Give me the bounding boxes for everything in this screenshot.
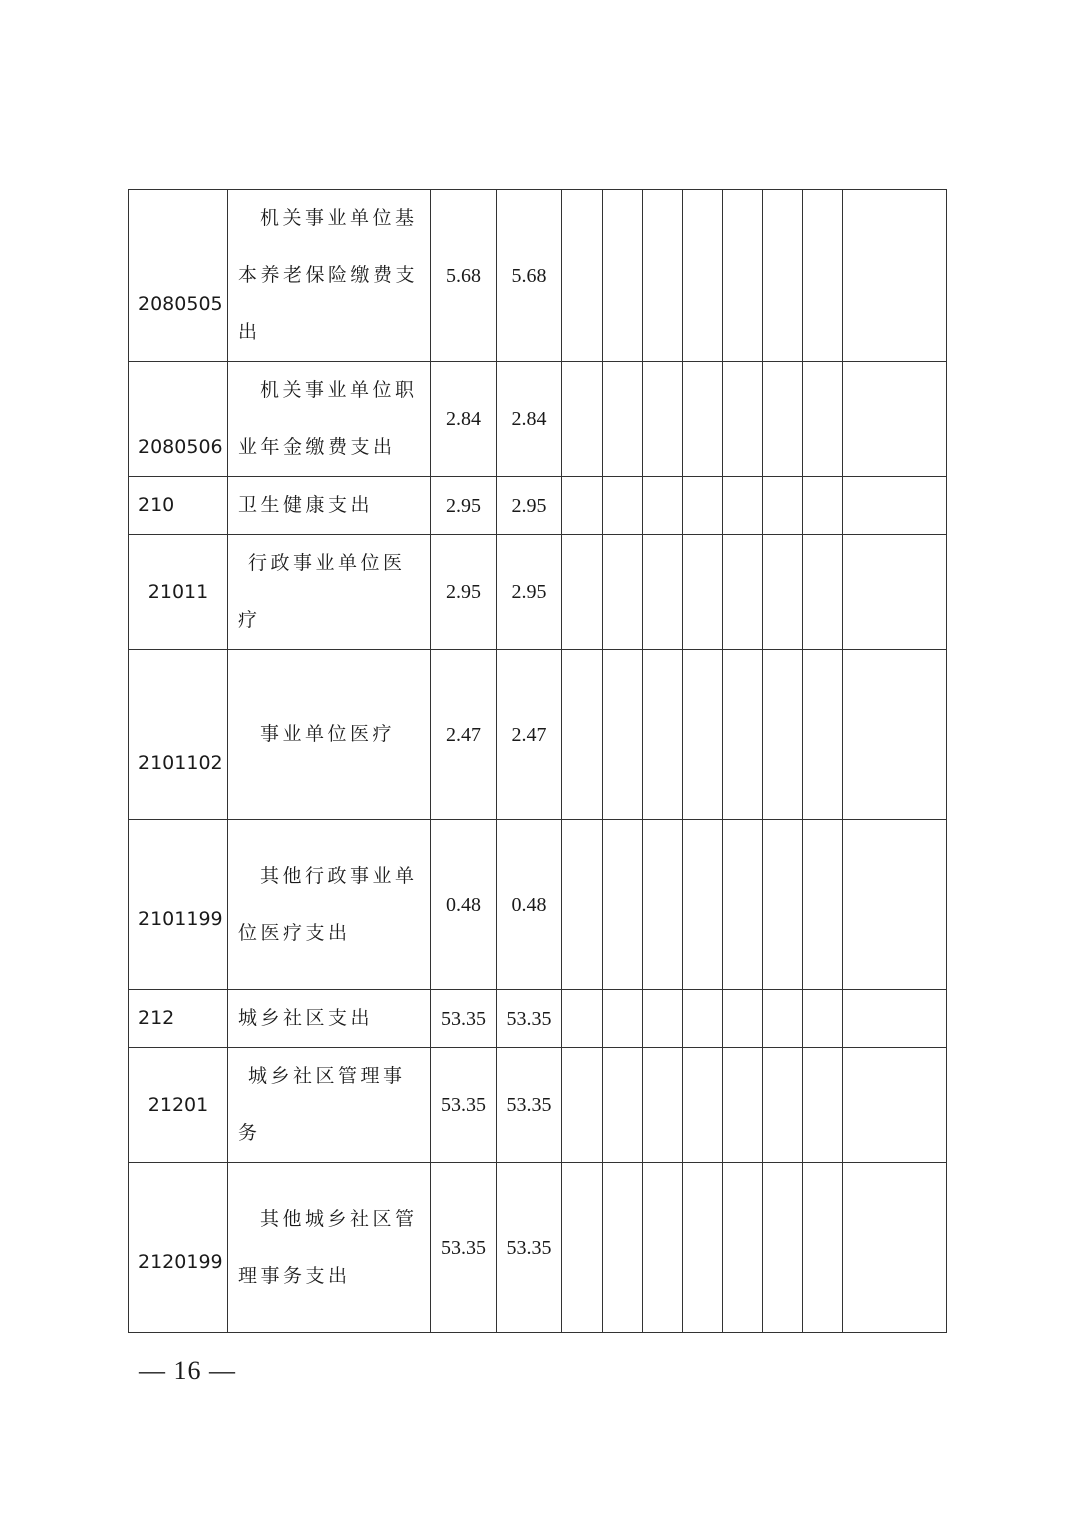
budget-table (128, 189, 947, 1333)
row-value-2: 2.95 (497, 535, 562, 650)
empty-cell (843, 362, 947, 477)
row-label: 其他城乡社区管理事务支出 (228, 1163, 431, 1333)
empty-cell (562, 650, 603, 820)
table-row (129, 650, 947, 820)
empty-cell (683, 820, 723, 990)
table-row (129, 190, 947, 362)
row-label: 机关事业单位基本养老保险缴费支出 (228, 190, 431, 362)
row-code: 2120199 (129, 1163, 228, 1333)
row-value-1: 2.95 (431, 477, 497, 535)
empty-cell (683, 477, 723, 535)
row-value-2: 53.35 (497, 1048, 562, 1163)
empty-cell (683, 990, 723, 1048)
row-code: 21201 (129, 1048, 228, 1163)
empty-cell (683, 1163, 723, 1333)
empty-cell (763, 990, 803, 1048)
empty-cell (643, 820, 683, 990)
empty-cell (763, 820, 803, 990)
empty-cell (803, 1163, 843, 1333)
row-code: 2080506 (129, 362, 228, 477)
row-label: 城乡社区管理事务 (228, 1048, 431, 1163)
empty-cell (723, 990, 763, 1048)
row-code: 212 (129, 990, 228, 1048)
row-value-1: 2.95 (431, 535, 497, 650)
empty-cell (723, 477, 763, 535)
table-row (129, 362, 947, 477)
empty-cell (843, 990, 947, 1048)
row-code: 21011 (129, 535, 228, 650)
empty-cell (803, 362, 843, 477)
empty-cell (723, 190, 763, 362)
empty-cell (763, 190, 803, 362)
empty-cell (683, 650, 723, 820)
row-value-1: 5.68 (431, 190, 497, 362)
empty-cell (843, 477, 947, 535)
row-label: 城乡社区支出 (228, 990, 431, 1048)
empty-cell (803, 650, 843, 820)
row-label: 机关事业单位职业年金缴费支出 (228, 362, 431, 477)
row-value-1: 53.35 (431, 1163, 497, 1333)
row-value-2: 2.47 (497, 650, 562, 820)
table-row (129, 535, 947, 650)
empty-cell (562, 1048, 603, 1163)
empty-cell (603, 1048, 643, 1163)
empty-cell (683, 1048, 723, 1163)
empty-cell (763, 362, 803, 477)
empty-cell (803, 820, 843, 990)
row-code: 2101199 (129, 820, 228, 990)
empty-cell (843, 1163, 947, 1333)
row-code: 2101102 (129, 650, 228, 820)
empty-cell (803, 1048, 843, 1163)
row-label: 行政事业单位医疗 (228, 535, 431, 650)
table-row (129, 990, 947, 1048)
empty-cell (683, 190, 723, 362)
empty-cell (723, 820, 763, 990)
row-value-1: 53.35 (431, 1048, 497, 1163)
row-value-1: 53.35 (431, 990, 497, 1048)
empty-cell (843, 650, 947, 820)
row-value-2: 53.35 (497, 990, 562, 1048)
empty-cell (763, 477, 803, 535)
empty-cell (843, 190, 947, 362)
row-value-2: 2.84 (497, 362, 562, 477)
empty-cell (643, 990, 683, 1048)
row-code: 2080505 (129, 190, 228, 362)
empty-cell (643, 650, 683, 820)
row-value-2: 2.95 (497, 477, 562, 535)
empty-cell (683, 362, 723, 477)
empty-cell (843, 820, 947, 990)
empty-cell (803, 535, 843, 650)
empty-cell (643, 477, 683, 535)
empty-cell (603, 190, 643, 362)
empty-cell (562, 990, 603, 1048)
empty-cell (643, 535, 683, 650)
empty-cell (803, 990, 843, 1048)
empty-cell (643, 1163, 683, 1333)
row-value-1: 2.84 (431, 362, 497, 477)
row-code: 210 (129, 477, 228, 535)
empty-cell (643, 190, 683, 362)
empty-cell (843, 1048, 947, 1163)
empty-cell (723, 650, 763, 820)
empty-cell (603, 477, 643, 535)
row-value-1: 0.48 (431, 820, 497, 990)
table-row (129, 1163, 947, 1333)
empty-cell (562, 362, 603, 477)
row-value-2: 5.68 (497, 190, 562, 362)
empty-cell (643, 362, 683, 477)
row-value-1: 2.47 (431, 650, 497, 820)
empty-cell (803, 477, 843, 535)
empty-cell (643, 1048, 683, 1163)
empty-cell (723, 362, 763, 477)
empty-cell (723, 1163, 763, 1333)
row-label: 卫生健康支出 (228, 477, 431, 535)
empty-cell (683, 535, 723, 650)
empty-cell (603, 362, 643, 477)
empty-cell (562, 535, 603, 650)
row-value-2: 53.35 (497, 1163, 562, 1333)
empty-cell (562, 477, 603, 535)
empty-cell (603, 820, 643, 990)
empty-cell (562, 190, 603, 362)
empty-cell (603, 1163, 643, 1333)
empty-cell (603, 990, 643, 1048)
empty-cell (803, 190, 843, 362)
empty-cell (723, 1048, 763, 1163)
page-number: — 16 — (139, 1356, 236, 1385)
empty-cell (603, 650, 643, 820)
row-label: 事业单位医疗 (228, 650, 431, 820)
table-row (129, 477, 947, 535)
empty-cell (763, 1163, 803, 1333)
table-row (129, 820, 947, 990)
empty-cell (843, 535, 947, 650)
row-label: 其他行政事业单位医疗支出 (228, 820, 431, 990)
empty-cell (763, 650, 803, 820)
row-value-2: 0.48 (497, 820, 562, 990)
empty-cell (723, 535, 763, 650)
empty-cell (603, 535, 643, 650)
table-row (129, 1048, 947, 1163)
empty-cell (562, 820, 603, 990)
empty-cell (763, 535, 803, 650)
empty-cell (763, 1048, 803, 1163)
empty-cell (562, 1163, 603, 1333)
